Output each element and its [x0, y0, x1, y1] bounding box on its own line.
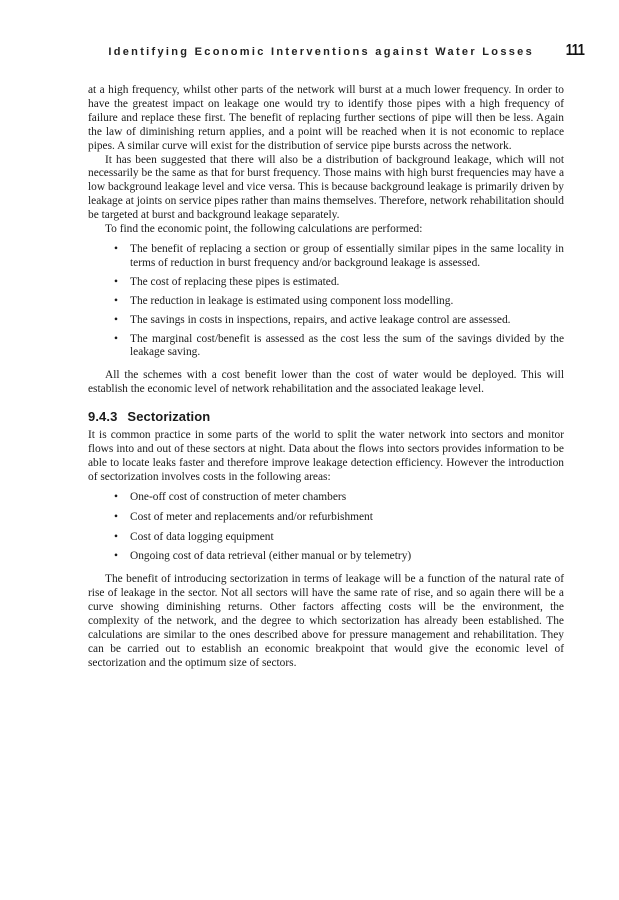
list-item: • The marginal cost/benefit is assessed as the cost less the sum of the savings divided by the leakage saving.: [130, 333, 564, 361]
list-item: • One-off cost of construction of meter chambers: [130, 491, 564, 505]
list-item: • Ongoing cost of data retrieval (either manual or by telemetry): [130, 550, 564, 564]
list-item: • Cost of data logging equipment: [130, 531, 564, 545]
paragraph: It is common practice in some parts of the world to split the water network into sectors and monitor flows into and out of these sectors at night. Data about the flows into sectors provides information to be able to locate leaks faster and therefore improve leakage detection efficiency. However the introduction of sectorization involves costs in the following areas:: [88, 429, 564, 483]
list-item: • The savings in costs in inspections, repairs, and active leakage control are assessed.: [130, 314, 564, 328]
section-title: Sectorization: [127, 409, 211, 425]
paragraph: at a high frequency, whilst other parts of the network will burst at a much lower frequency. In order to have the greatest impact on leakage one would try to identify those pipes with a high frequency of failure and replace these first. The benefit of replacing further sections of pipe will then be less. Again the law of diminishing return applies, and a point will be reached when it is not economic to replace pipes. A similar curve will exist for the distribution of service pipe bursts across the network.: [88, 84, 564, 152]
running-title: Identifying Economic Interventions against Water Losses: [108, 46, 534, 58]
cost-areas-list: [88, 491, 564, 565]
list-item: • The cost of replacing these pipes is estimated.: [130, 276, 564, 290]
list-item: • The reduction in leakage is estimated using component loss modelling.: [130, 295, 564, 309]
page-number: 111: [565, 42, 584, 59]
paragraph: All the schemes with a cost benefit lower than the cost of water would be deployed. This will establish the economic level of network rehabilitation and the associated leakage level.: [88, 369, 564, 396]
paragraph: The benefit of introducing sectorization in terms of leakage will be a function of the natural rate of rise of leakage in the sector. Not all sectors will have the same rate of rise, and so again there will be a curve showing diminishing returns. Other factors affecting costs will be the environment, the complexity of the network, and the degree to which sectorization has already been established. The calculations are similar to the ones described above for pressure management and rehabilitation. They can be carried out to establish an economic breakpoint that would give the economic level of sectorization and the optimum size of sectors.: [88, 573, 564, 669]
body-text: [88, 84, 564, 671]
section-number: 9.4.3: [88, 409, 118, 425]
calculation-steps-list: [88, 243, 564, 360]
running-header: [88, 44, 584, 66]
paragraph: To find the economic point, the following calculations are performed:: [105, 223, 423, 236]
list-item: • Cost of meter and replacements and/or refurbishment: [130, 511, 564, 525]
list-item: • The benefit of replacing a section or group of essentially similar pipes in the same locality in terms of reduction in burst frequency and/or background leakage is assessed.: [130, 243, 564, 271]
paragraph: It has been suggested that there will also be a distribution of background leakage, which will not necessarily be the same as that for burst frequency. Those mains with high burst frequencies may have a low background leakage level and vice versa. This is because background leakage is primarily driven by leakage at joints on service pipes rather than mains themselves. Therefore, network rehabilitation should be targeted at burst and background leakage separately.: [88, 153, 564, 222]
section-heading: [88, 409, 564, 425]
